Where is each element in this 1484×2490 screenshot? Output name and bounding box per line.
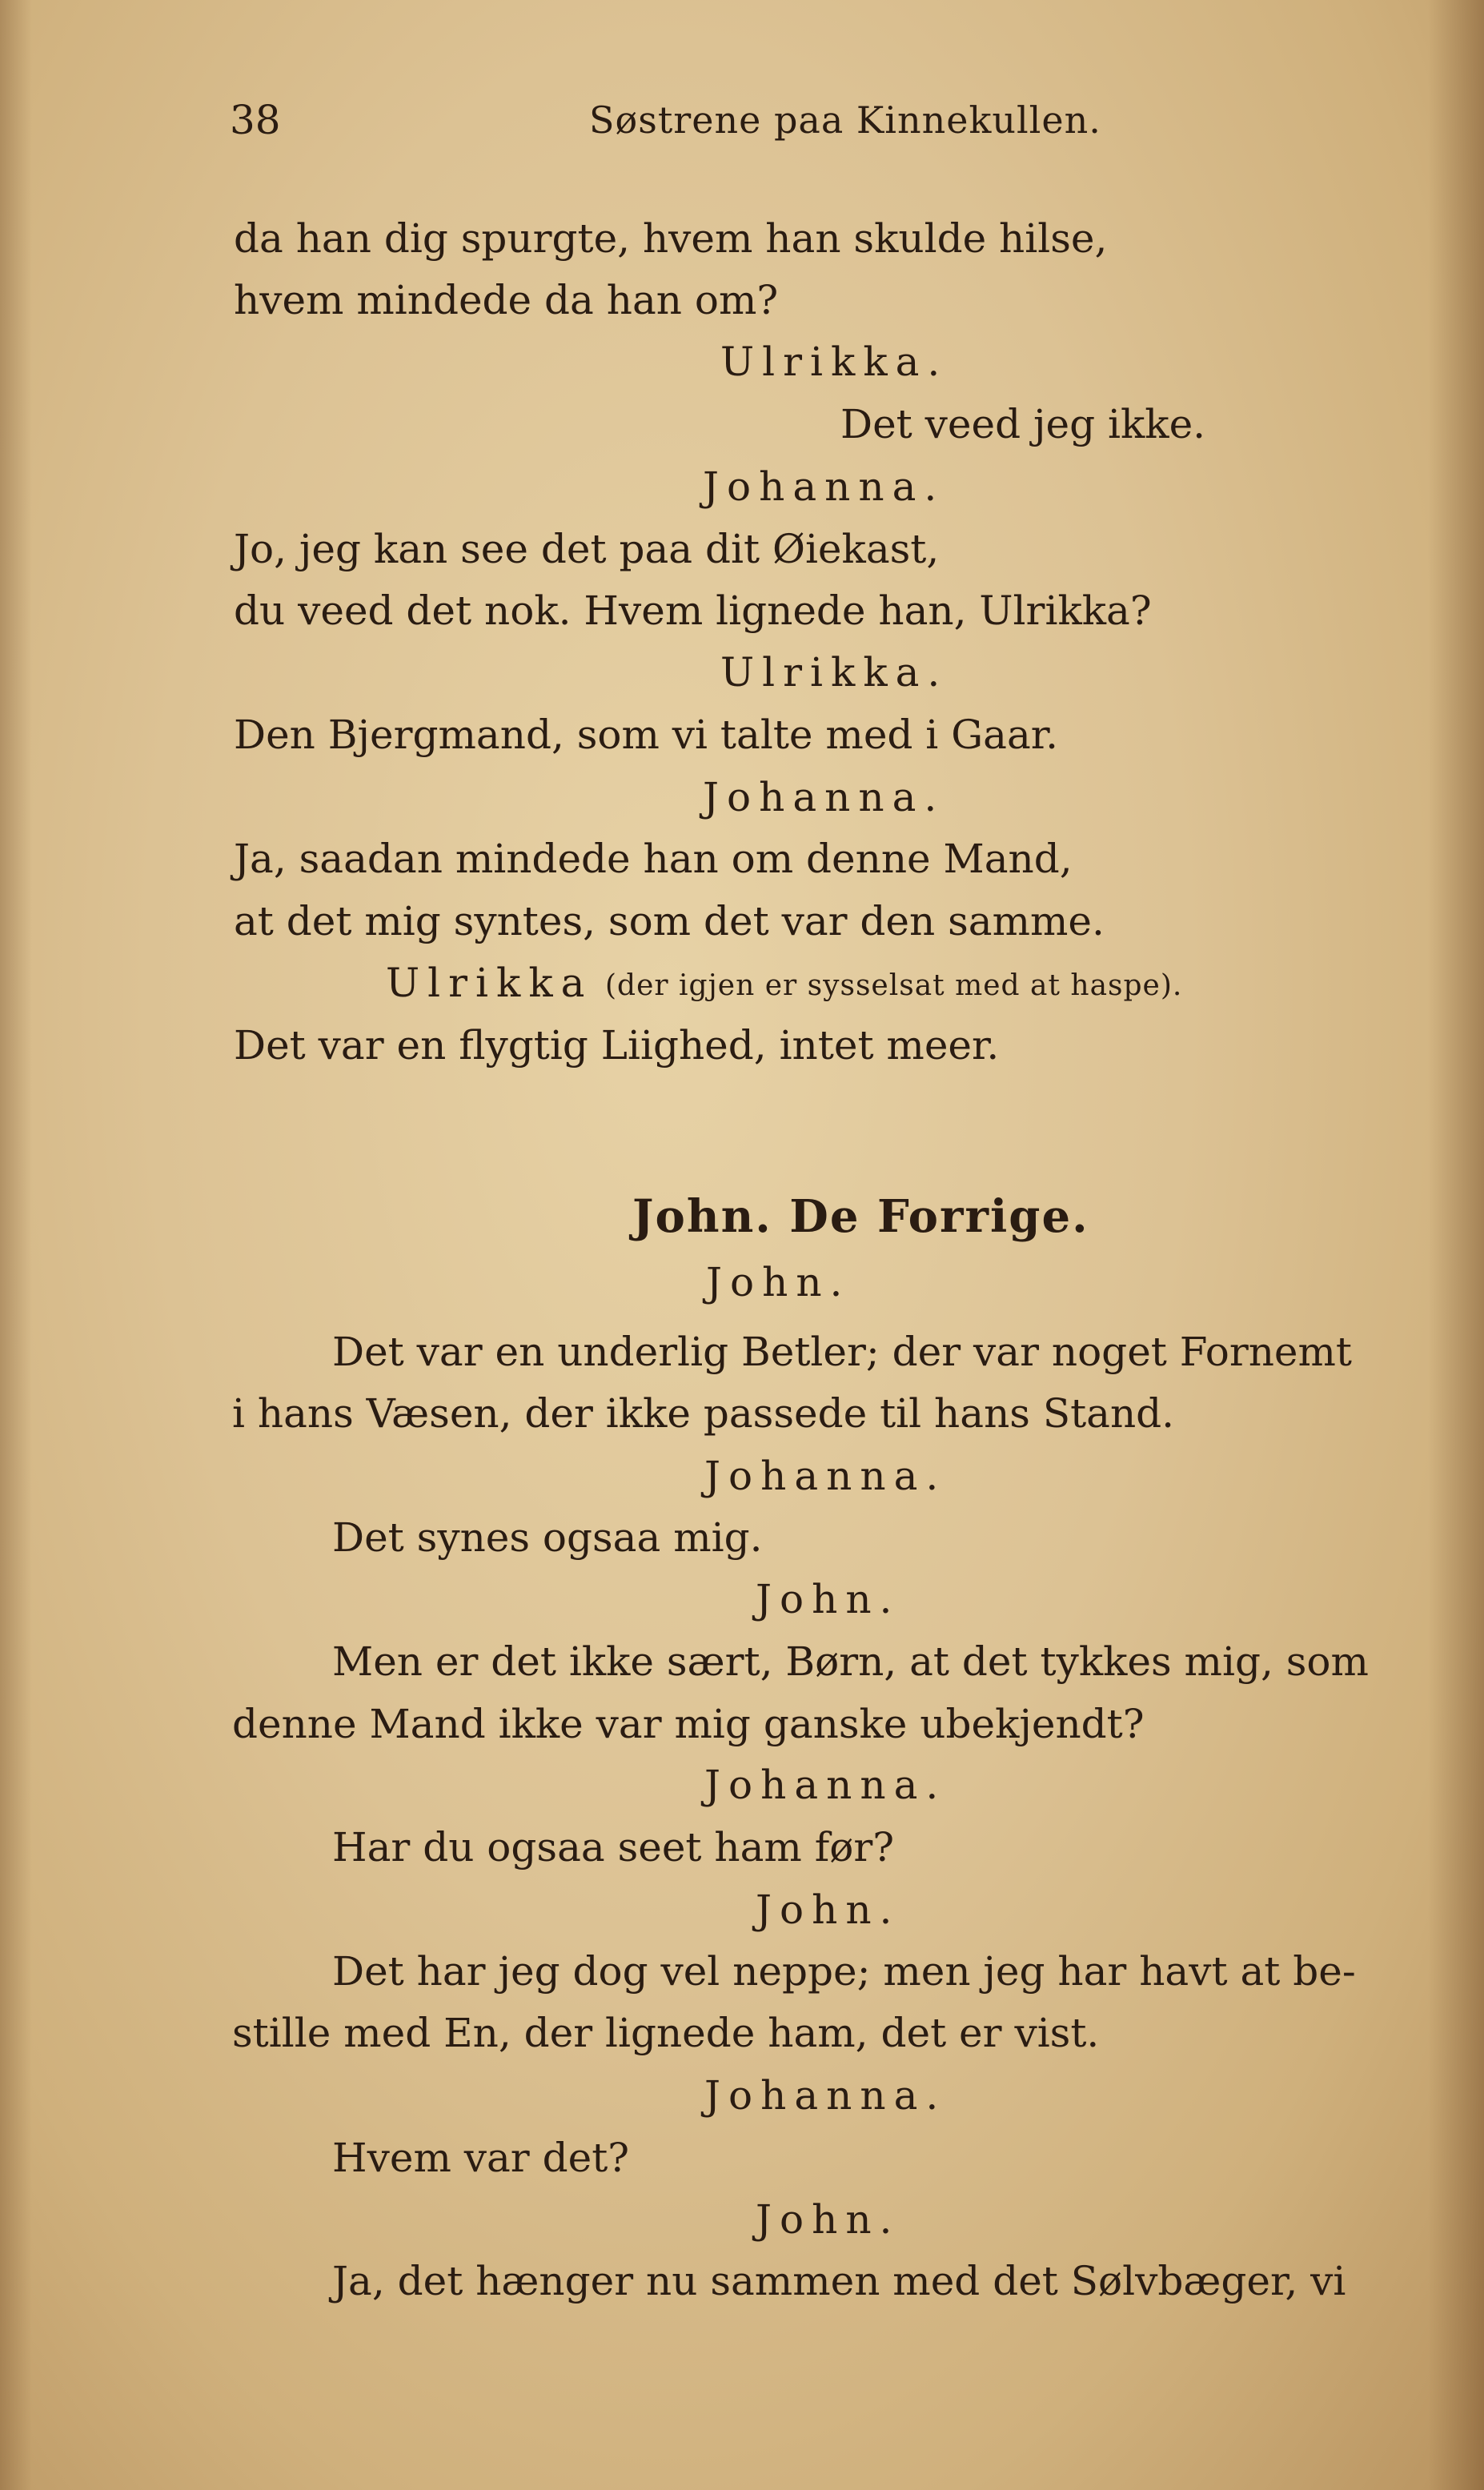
text-line: Ja, saadan mindede han om denne Mand, [234,836,1073,882]
text-line: Ja, det hænger nu sammen med det Sølvbæger, vi [332,2258,1346,2304]
text-line: Den Bjergmand, som vi talte med i Gaar. [234,712,1059,758]
text-line: Hvem var det? [332,2135,630,2181]
scene-heading: John. De Forrige. [632,1190,1089,1243]
page-number: 38 [230,97,281,143]
speaker-name: Ulrikka [386,960,593,1006]
text-line: du veed det nok. Hvem lignede han, Ulrikka? [234,587,1152,634]
text-line: Det har jeg dog vel neppe; men jeg har havt at be- [332,1948,1356,1995]
text-line: Det var en flygtig Liighed, intet meer. [234,1022,1000,1069]
text-line: stille med En, der lignede ham, det er vist. [232,2010,1100,2056]
running-title: Søstrene paa Kinnekullen. [589,98,1101,142]
speaker-name: Ulrikka. [720,649,949,696]
speaker-name: John. [756,1576,900,1622]
page-left-edge-shadow [0,0,32,2490]
text-line: Men er det ikke sært, Børn, at det tykkes mig, som [332,1638,1369,1685]
text-line: at det mig syntes, som det var den samme. [234,898,1105,944]
speaker-name: Johanna. [704,1762,947,1808]
speaker-name: Johanna. [704,1453,947,1499]
speaker-name: Johanna. [703,774,945,820]
page-right-edge-shadow [1428,0,1484,2490]
text-line: Det veed jeg ikke. [840,401,1206,447]
speaker-name: Johanna. [704,2072,947,2119]
text-line: denne Mand ikke var mig ganske ubekjendt? [232,1701,1145,1747]
text-line: Det var en underlig Betler; der var noget Fornemt [332,1329,1353,1375]
text-line: Jo, jeg kan see det paa dit Øiekast, [234,526,940,572]
text-line: i hans Væsen, der ikke passede til hans Stand. [232,1390,1175,1437]
text-line: hvem mindede da han om? [234,277,779,323]
text-line: Det synes ogsaa mig. [332,1514,763,1561]
speaker-name: John. [706,1259,851,1305]
speaker-name: John. [756,1887,900,1933]
speaker-name: John. [756,2196,900,2243]
speaker-name: Ulrikka. [720,339,949,385]
speaker-name: Johanna. [703,463,945,510]
text-line: Har du ogsaa seet ham før? [332,1824,895,1871]
text-line: da han dig spurgte, hvem han skulde hilse, [234,215,1108,262]
stage-direction: (der igjen er sysselsat med at haspe). [605,969,1183,1002]
